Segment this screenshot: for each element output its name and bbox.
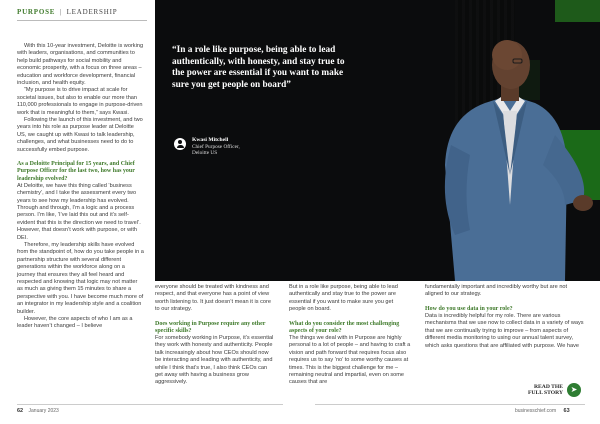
col2-intro: everyone should be treated with kindness and respect, and that everyone has a point of view worth listening to. It just doesn’t mean it is core to our strategy. xyxy=(155,284,271,313)
read-full-story-link[interactable] xyxy=(528,383,581,397)
header-rule xyxy=(17,20,147,21)
page-number-left: 62 xyxy=(17,408,24,414)
article-column-4 xyxy=(425,284,585,350)
answer-paragraph-3: However, the core aspects of who I am as a leader haven’t changed – I believe xyxy=(17,316,133,330)
footer-site: businesschief.com xyxy=(515,408,557,414)
footer-rule-right xyxy=(315,404,585,405)
question-heading-1: As a Deloitte Principal for 15 years, and Chief Purpose Officer for the last two, how has your leadership evolved? xyxy=(17,161,135,182)
quote-attribution xyxy=(174,137,240,157)
attribution-name: Kwasi Mitchell xyxy=(192,137,229,143)
answer-paragraph-1: At Deloitte, we have this thing called ‘business chemistry’, and I take the assessment every two years to see how my leadership has evolved. Through and through, I’m a logic and a process person. I’m like, ‘I’ve laid this out and it’s self-evident that this is the direction we need to travel’. However, that doesn’t work with purpose, or with DEI. xyxy=(17,182,141,241)
arrow-right-icon[interactable]: ➤ xyxy=(567,383,581,397)
question-heading-4: How do you use data in your role? xyxy=(425,305,513,312)
intro-paragraph-3: Following the launch of this investment, and two years into his role as purpose leader at Deloitte US, we caught up with Kwasi to talk leadership, challenges, and what businesses need to do to successfully embed purpose. xyxy=(17,117,143,153)
col2-answer: For somebody working in Purpose, it’s essential they work with honesty and authenticity. People talk increasingly about how CEOs should now be interacting and leading with authenticity, and while I think that’s true, I also think CEOs can get away with having a business grow aggressively. xyxy=(155,335,274,386)
col4-answer: Data is incredibly helpful for my role. There are various mechanisms that we use now to collect data in a variety of ways that we are continually trying to improve – from aspects of different media monitoring to using our annual talent survey, which asks questions that are affiliated with purpose. We have xyxy=(425,313,584,349)
page-number-right: 63 xyxy=(563,408,570,414)
question-heading-3: What do you consider the most challenging aspects of your role? xyxy=(289,320,400,334)
subsection-name: LEADERSHIP xyxy=(66,8,118,16)
col3-intro: But in a role like purpose, being able to lead authentically and stay true to the power are essential if you want to make sure you get people on board. xyxy=(289,284,398,313)
attribution-role-1: Chief Purpose Officer, xyxy=(192,144,240,150)
pull-quote: “In a role like purpose, being able to lead authentically, with honesty, and stay true to the power are essential if you want to make sure you get people on board” xyxy=(172,45,345,90)
question-heading-2: Does working in Purpose require any other specific skills? xyxy=(155,320,266,334)
article-column-1 xyxy=(17,43,144,331)
section-name: PURPOSE xyxy=(17,8,56,16)
green-light-top xyxy=(555,0,600,22)
footer-right xyxy=(515,408,570,414)
person-icon xyxy=(174,138,186,150)
section-separator: | xyxy=(59,8,63,16)
article-column-3 xyxy=(289,284,411,387)
read-story-line-2: FULL STORY xyxy=(528,390,563,396)
footer-rule-left xyxy=(17,404,283,405)
speaker-photo xyxy=(155,0,600,281)
speaker-figure xyxy=(415,25,595,281)
col3-answer: The things we deal with in Purpose are highly personal to a lot of people – and having to craft a vision and path forward that requires focus also requires us to say ‘no’ to some worthy causes at times. This is the biggest challenge for me – remaining neutral and impartial, even on some causes that are xyxy=(289,335,411,386)
intro-paragraph-2: “My purpose is to drive impact at scale for societal issues, but also to enable our more than 110,000 professionals to engage in purpose-driven work that is meaningful to them,” says Kwasi. xyxy=(17,87,143,116)
col4-intro: fundamentally important and incredibly worthy but are not aligned to our strategy. xyxy=(425,284,568,298)
section-label xyxy=(17,8,117,16)
intro-paragraph-1: With this 10-year investment, Deloitte is working with leaders, organisations, and communities to help build pathways for social mobility and economic prosperity, with a focus on three areas – education and workforce development, financial inclusion, and health equity. xyxy=(17,43,144,87)
footer-date: January 2023 xyxy=(28,408,59,414)
footer-left xyxy=(17,408,59,414)
attribution-role-2: Deloitte US xyxy=(192,150,218,157)
read-story-line-1: READ THE xyxy=(534,383,563,390)
answer-paragraph-2: Therefore, my leadership skills have evolved from the standpoint of, how do you take people in a partnership structure with several different generations within the workforce along on a journey that ensures they all feel heard and respected and knowing that logic may not matter as much as giving them 15 minutes to share a perspective with you. I have become much more of an integrator in my leadership style and a coalition builder. xyxy=(17,241,144,315)
article-column-2 xyxy=(155,284,275,387)
